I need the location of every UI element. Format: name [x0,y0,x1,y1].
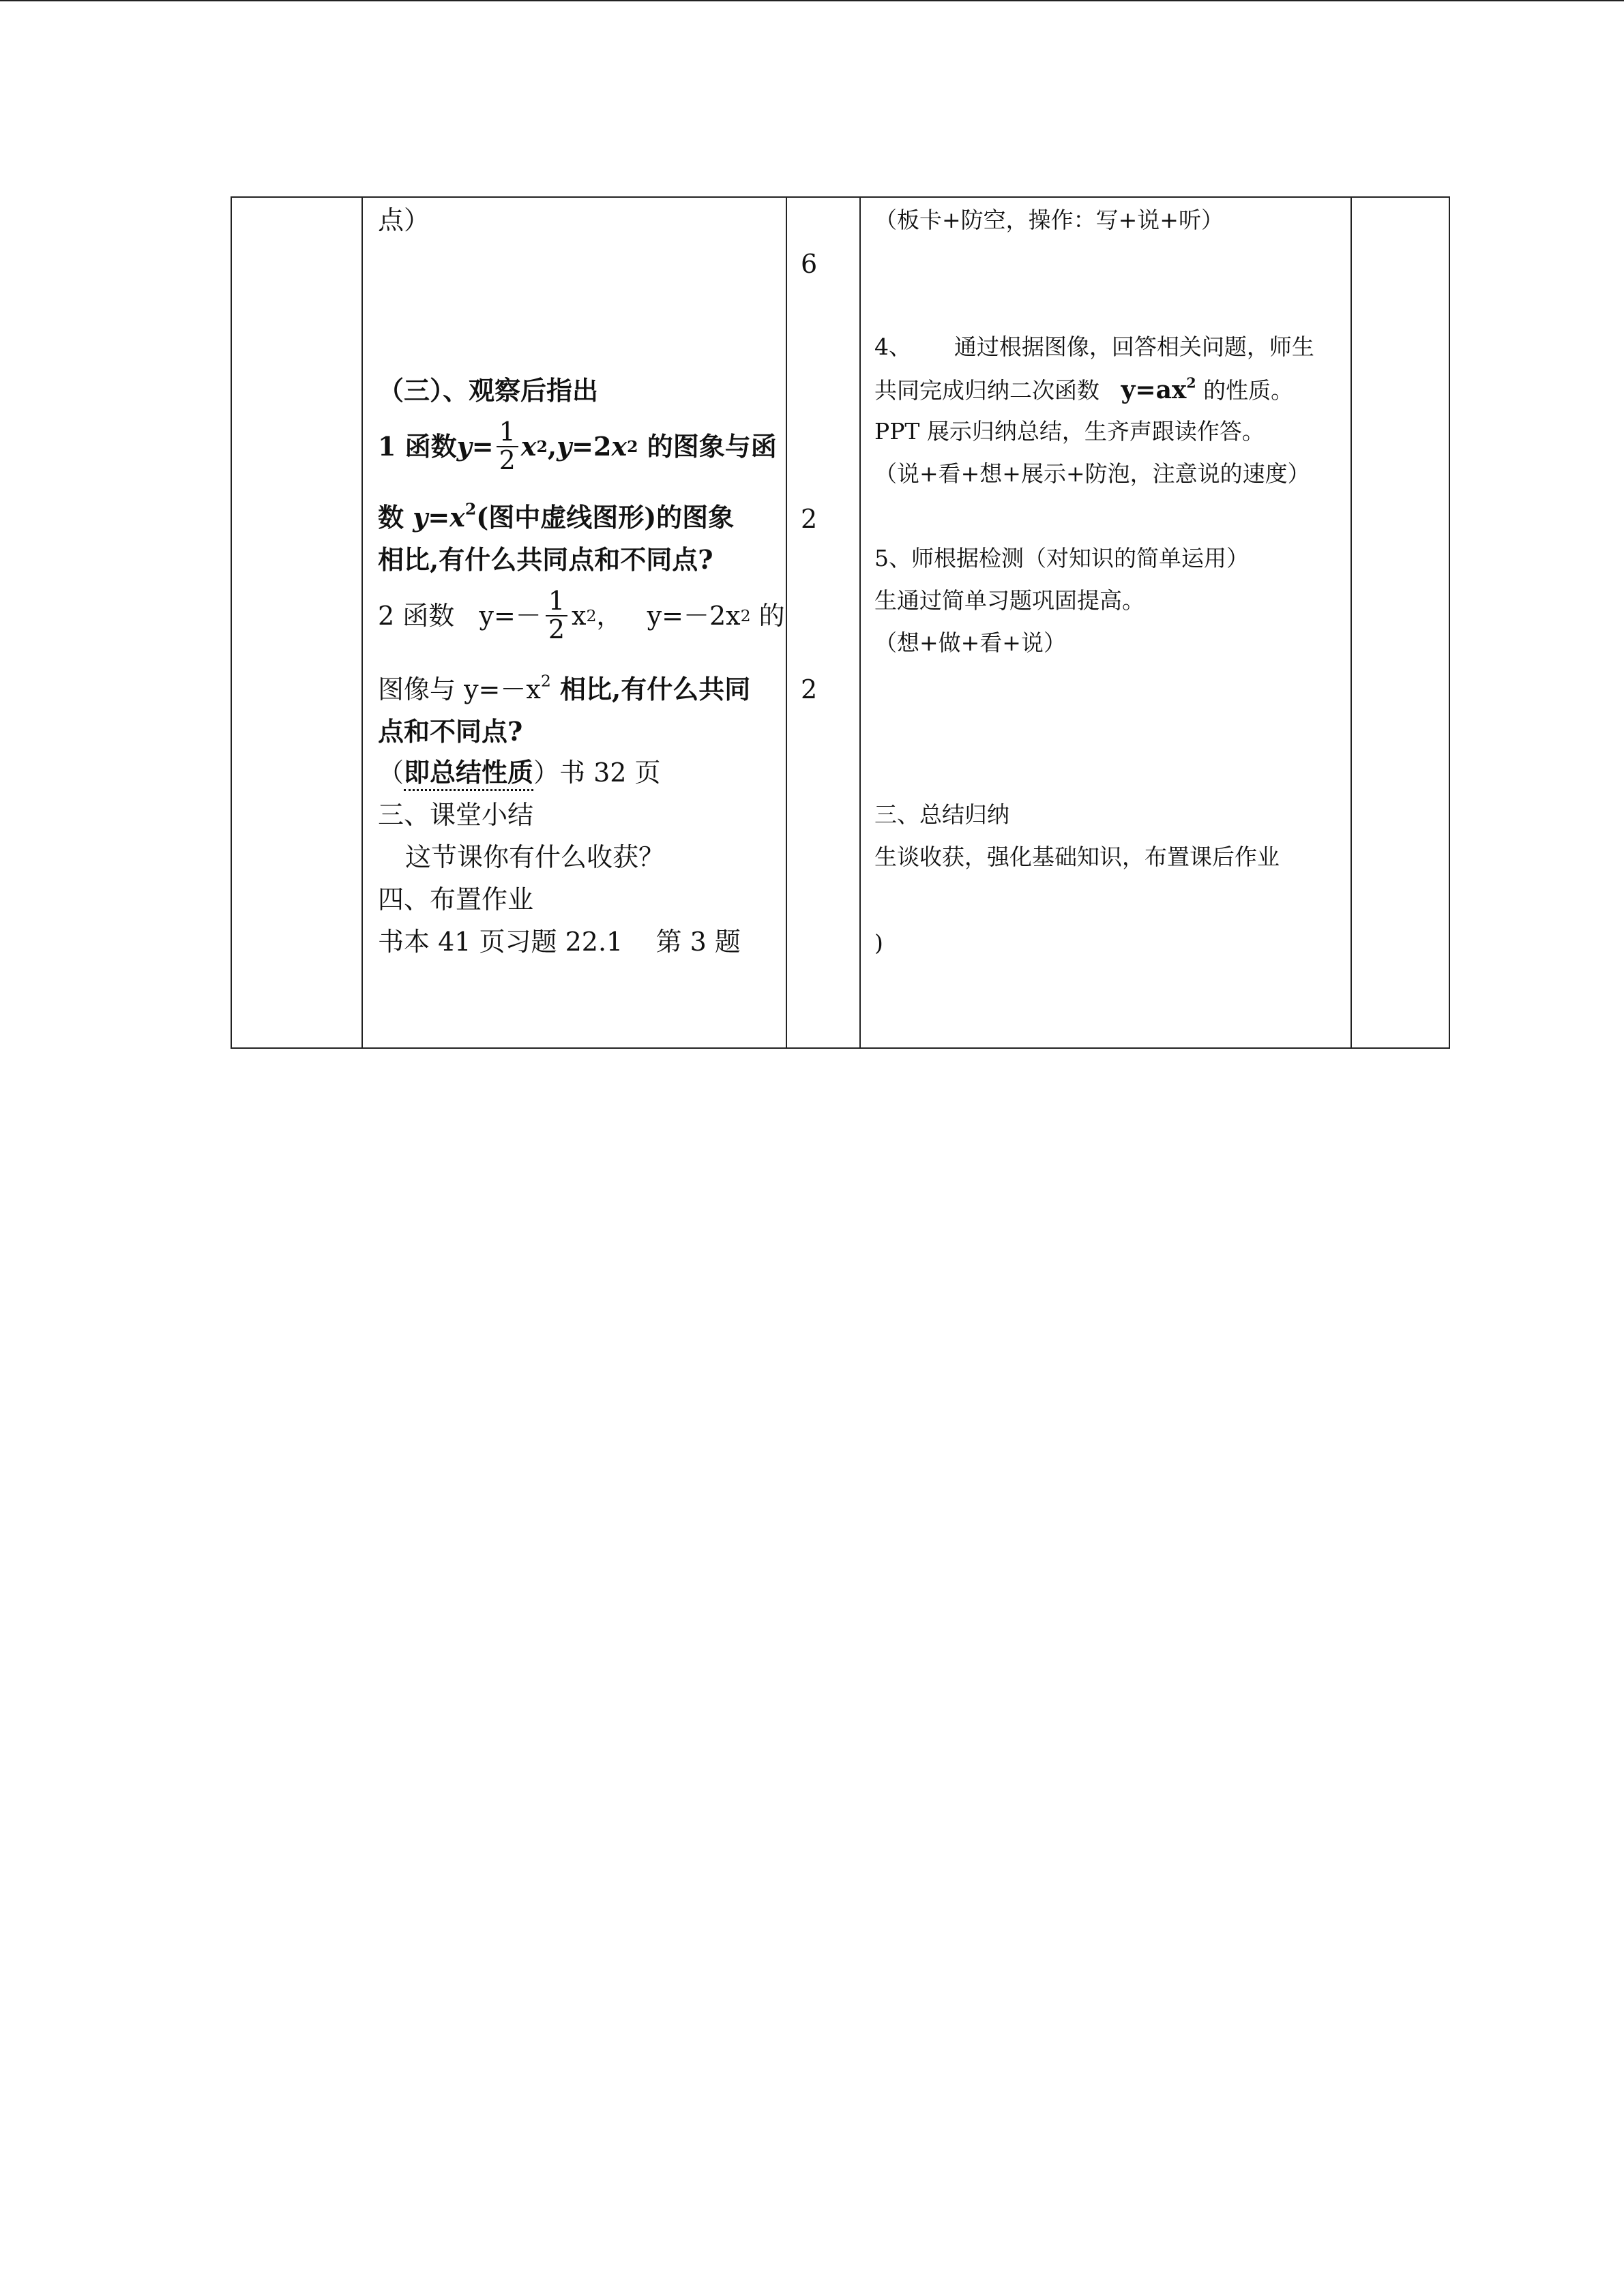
content-line [378,757,661,788]
content-line: 书本 41 页习题 22.1 第 3 题 [378,927,741,957]
text-run: x [611,430,628,462]
time-value: 2 [801,504,818,534]
text-run: x [520,430,537,462]
text-run: ）书 32 页 [533,758,661,788]
text-run: = [471,430,494,462]
activity-line: 5、师根据检测（对知识的简单运用） [874,545,1249,571]
superscript: 2 [1186,374,1196,391]
content-line: 2 函数 y=－ $\frac{1}{2}$ x 2 ， y=－2x 2 的 [378,586,785,644]
notes-cell [1352,198,1451,1047]
activity-line: ) [874,929,883,956]
text-run: x [449,502,465,533]
text-run: （ [378,758,404,788]
superscript: 2 [540,671,551,691]
content-line: 四、布置作业 [378,884,534,914]
activity-line: 生谈收获，强化基础知识，布置课后作业 [874,844,1280,870]
content-line: 点和不同点? [378,716,523,747]
activity-line: PPT 展示归纳总结，生齐声跟读作答。 [874,418,1265,445]
text-run: 相比,有什么共同 [550,674,751,704]
content-line: 点） [378,205,430,235]
text-run: 图像与 y=－x [378,674,541,704]
fraction-denominator: 2 [546,615,567,644]
content-heading: （三）、观察后指出 [378,375,599,406]
text-run: 的图象与函 [638,430,777,462]
text-run: 1 函数 [378,430,457,462]
activity-cell [861,198,1350,1047]
text-run: ， y=－2x [596,600,741,631]
content-line: 1 函数 y = $\frac{1}{2}$ x 2 , y =2 x 2 的图象与函 [378,417,777,475]
text-run: y [557,430,572,462]
text-run: 即总结性质 [404,757,533,791]
activity-line: 4、 通过根据图像，回答相关问题，师生 [874,333,1314,360]
activity-line: 三、总结归纳 [874,801,1009,828]
text-run: , [547,430,557,462]
lesson-plan-table [231,196,1450,1049]
text-run: (图中虚线图形)的图象 [476,502,735,533]
text-run: 的性质。 [1196,377,1294,404]
time-cell [787,198,859,1047]
fraction [546,588,567,644]
fraction-numerator: 1 [548,586,565,616]
content-line [378,499,735,533]
content-cell [363,198,786,1047]
text-run: = [428,502,450,533]
text-run: 共同完成归纳二次函数 [874,377,1121,404]
activity-line: （板卡+防空，操作：写+说+听） [874,207,1224,233]
superscript: 2 [464,499,477,519]
time-value: 6 [801,249,818,279]
activity-line: 生通过简单习题巩固提高。 [874,587,1145,614]
text-run: 2 函数 y=－ [378,600,542,631]
text-run: =2 [572,430,612,462]
content-line: 相比,有什么共同点和不同点? [378,544,713,575]
text-run: 的 [750,600,785,631]
activity-line: （想+做+看+说） [874,629,1066,656]
activity-line [874,374,1294,404]
fraction-denominator: 2 [497,446,518,475]
content-line: 这节课你有什么收获？ [405,842,665,872]
content-line [378,671,751,704]
text-run: y [456,430,472,462]
text-run: x [572,600,587,631]
page-top-border [0,0,1624,1]
text-run: y [413,502,428,533]
text-run: 数 [378,502,413,533]
section-cell [232,198,361,1047]
fraction-numerator: 1 [499,417,516,447]
time-value: 2 [801,674,818,704]
activity-line: （说+看+想+展示+防泡，注意说的速度） [874,460,1310,487]
fraction [497,419,518,475]
text-run: y=ax [1121,376,1187,404]
content-line: 三、课堂小结 [378,800,534,830]
